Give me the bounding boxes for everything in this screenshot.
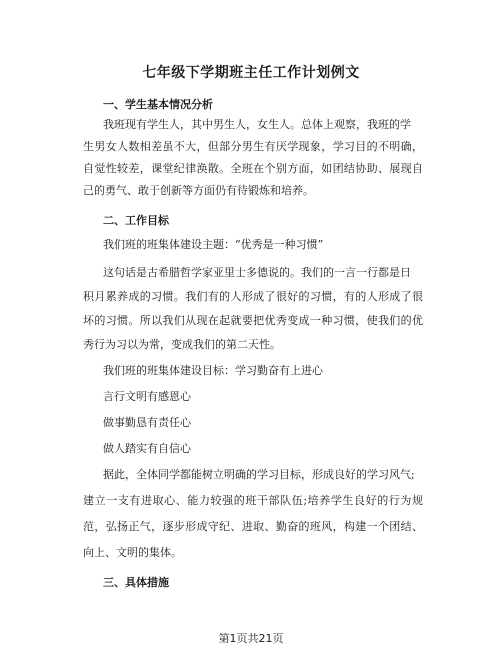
paragraph-line: 我们班的班集体建设目标：学习勤奋有上进心 [103, 364, 323, 377]
page-footer: 第1页共21页 [218, 632, 284, 645]
paragraph-line: 我班现有学生人，其中男生人，女生人。总体上观察，我班的学 [103, 118, 411, 131]
paragraph-line: 我们班的班集体建设主题：“优秀是一种习惯” [103, 238, 324, 251]
paragraph-line: 己的勇气、敢于创新等方面仍有待锻炼和培养。 [83, 184, 314, 197]
paragraph-line: 做人踏实有自信心 [103, 442, 191, 455]
section-heading-1: 一、学生基本情况分析 [103, 98, 213, 111]
paragraph-line: 做事勤恳有责任心 [103, 416, 191, 429]
paragraph-line: 坏的习惯。所以我们从现在起就要把优秀变成一种习惯，使我们的优 [83, 314, 423, 327]
paragraph-line: 据此，全体同学都能树立明确的学习目标，形成良好的学习风气; [103, 468, 415, 481]
paragraph-line: 这句话是古希腊哲学家亚里士多德说的。我们的一言一行都是日 [103, 266, 411, 279]
paragraph-line: 自觉性较差，课堂纪律涣散。全班在个别方面，如团结协助、展现自 [83, 162, 423, 175]
paragraph-line: 言行文明有感恩心 [103, 390, 191, 403]
document-title: 七年级下学期班主任工作计划例文 [142, 65, 360, 81]
paragraph-line: 秀行为习以为常，变成我们的第二天性。 [83, 338, 281, 351]
section-heading-3: 三、具体措施 [103, 576, 169, 589]
paragraph-line: 向上、文明的集体。 [83, 546, 182, 559]
paragraph-line: 生男女人数相差虽不大，但部分男生有厌学现象，学习目的不明确， [83, 140, 423, 153]
paragraph-line: 积月累养成的习惯。我们有的人形成了很好的习惯，有的人形成了很 [83, 290, 423, 303]
section-heading-2: 二、工作目标 [103, 214, 169, 227]
paragraph-line: 范，弘扬正气，逐步形成守纪、进取、勤奋的班风，构建一个团结、 [83, 520, 423, 533]
paragraph-line: 建立一支有进取心、能力较强的班干部队伍;培养学生良好的行为规 [83, 494, 423, 507]
